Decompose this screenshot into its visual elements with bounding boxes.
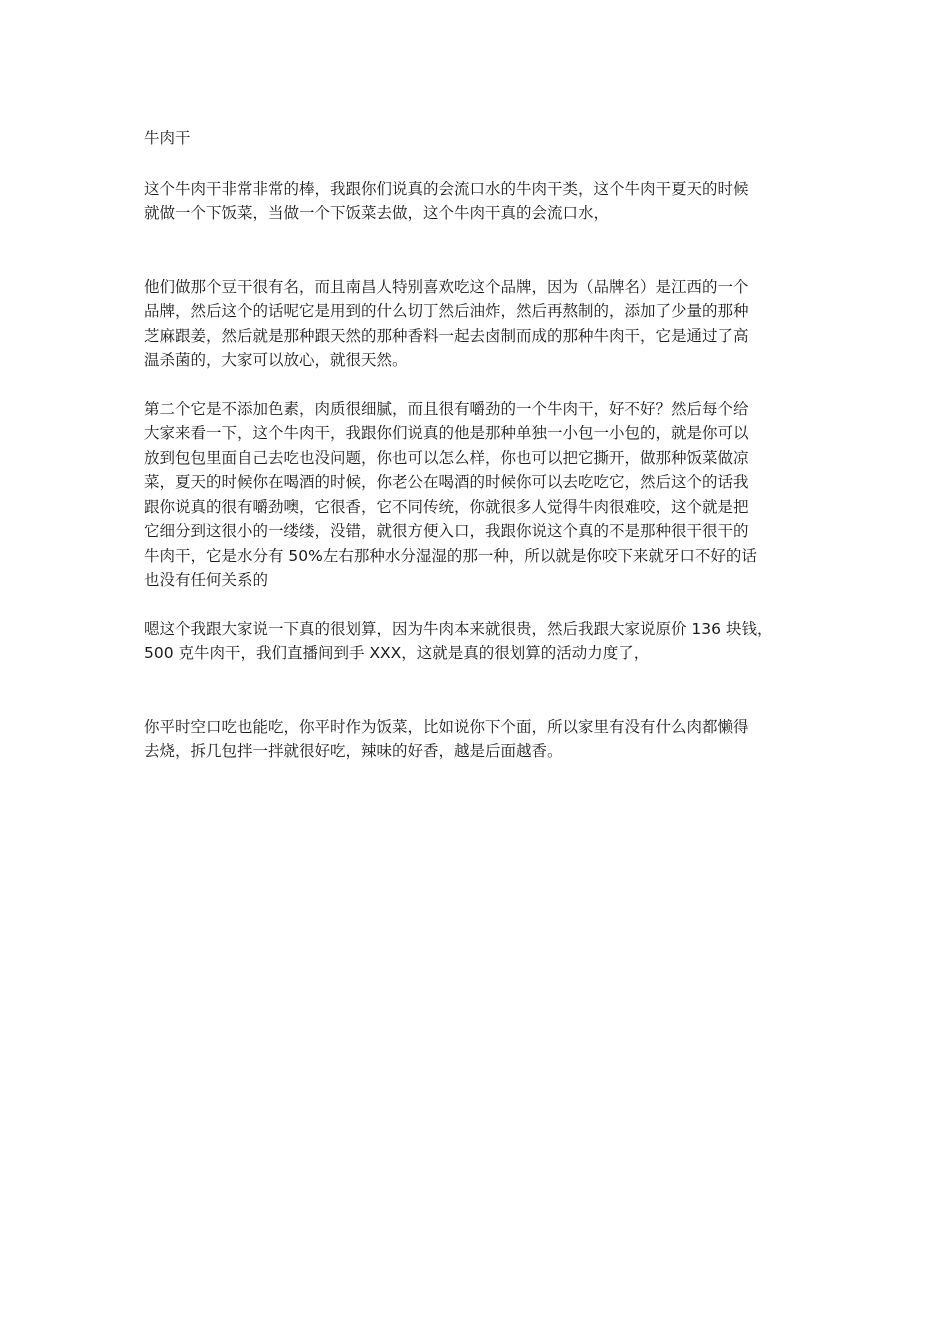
paragraph-line: 它细分到这很小的一缕缕，没错，就很方便入口，我跟你说这个真的不是那种很干很干的: [144, 522, 749, 540]
paragraph-2: [144, 275, 816, 373]
paragraph-line: 就做一个下饭菜，当做一个下饭菜去做，这个牛肉干真的会流口水，: [144, 204, 610, 222]
paragraph-line: 嗯这个我跟大家说一下真的很划算，因为牛肉本来就很贵，然后我跟大家说原价 136 块钱，: [144, 619, 773, 638]
paragraph-line: 500 克牛肉干，我们直播间到手 XXX，这就是真的很划算的活动力度了，: [144, 644, 650, 662]
paragraph-line: 你平时空口吃也能吃，你平时作为饭菜，比如说你下个面，所以家里有没有什么肉都懒得: [144, 717, 749, 736]
paragraph-line: 这个牛肉干非常非常的棒，我跟你们说真的会流口水的牛肉干类，这个牛肉干夏天的时候: [144, 179, 749, 198]
paragraph-line: 也没有任何关系的: [144, 571, 269, 589]
paragraph-line: 第二个它是不添加色素，肉质很细腻，而且很有嚼劲的一个牛肉干，好不好？然后每个给: [144, 399, 749, 418]
paragraph-line: 芝麻跟姜，然后就是那种跟天然的那种香料一起去卤制而成的那种牛肉干，它是通过了高: [144, 326, 749, 345]
paragraph-line: 牛肉干，它是水分有 50%左右那种水分湿湿的那一种，所以就是你咬下来就牙口不好的话: [144, 546, 757, 565]
paragraph-line: 大家来看一下，这个牛肉干，我跟你们说真的他是那种单独一小包一小包的，就是你可以: [144, 424, 749, 442]
paragraph-4: [144, 617, 816, 666]
paragraph-line: 菜，夏天的时候你在喝酒的时候，你老公在喝酒的时候你可以去吃吃它，然后这个的话我: [144, 473, 749, 491]
paragraph-line: 温杀菌的，大家可以放心，就很天然。: [144, 351, 408, 369]
document-body: [144, 126, 816, 764]
paragraph-1: [144, 177, 816, 226]
paragraph-line: 他们做那个豆干很有名，而且南昌人特别喜欢吃这个品牌，因为（品牌名）是江西的一个: [144, 277, 749, 296]
paragraph-line: 品牌，然后这个的话呢它是用到的什么切丁然后油炸，然后再熬制的，添加了少量的那种: [144, 302, 749, 320]
paragraph-line: 放到包包里面自己去吃也没问题，你也可以怎么样，你也可以把它撕开，做那种饭菜做凉: [144, 448, 749, 467]
paragraph-line: 跟你说真的很有嚼劲噢，它很香，它不同传统，你就很多人觉得牛肉很难咬，这个就是把: [144, 497, 749, 516]
paragraph-5: [144, 715, 816, 764]
paragraph-3: [144, 397, 816, 593]
paragraph-line: 去烧，拆几包拌一拌就很好吃，辣味的好香，越是后面越香。: [144, 742, 563, 760]
document-title: 牛肉干: [144, 129, 191, 147]
